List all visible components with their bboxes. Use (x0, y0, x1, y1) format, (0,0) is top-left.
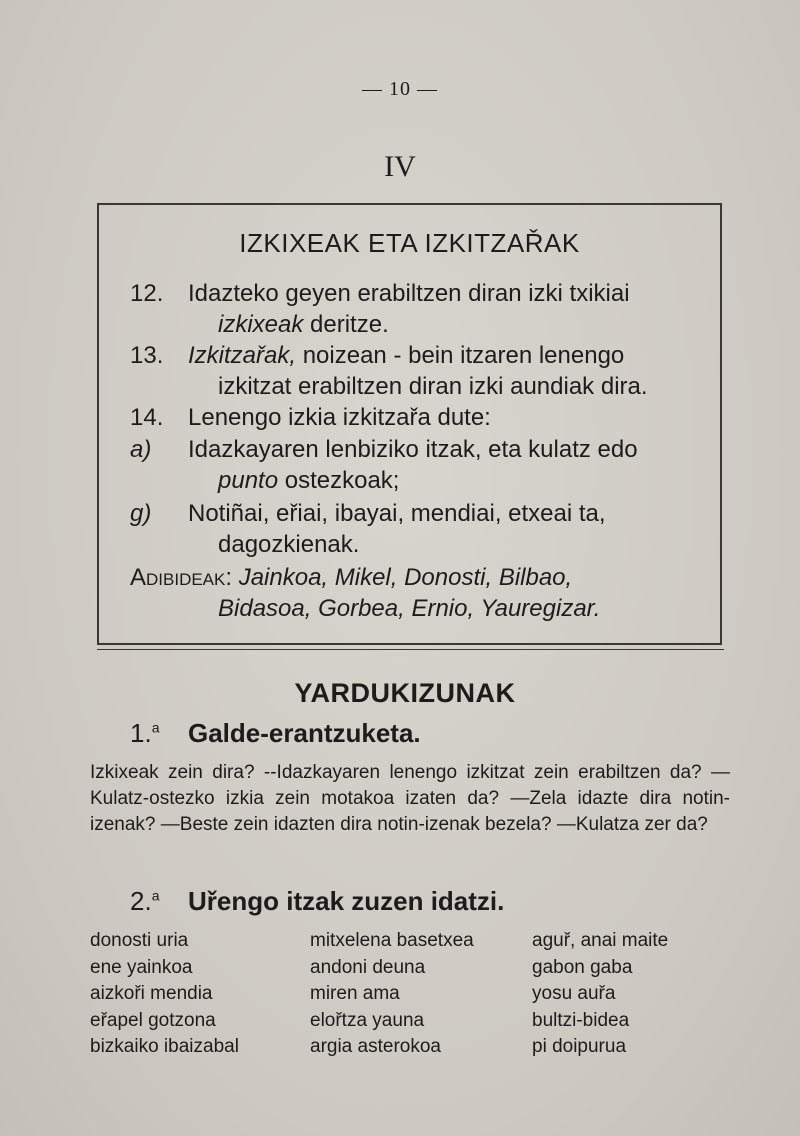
chapter-number: IV (384, 150, 416, 183)
rule-text: Idazkayaren lenbiziko itzak, eta kulatz edo punto ostezkoak; (188, 436, 638, 494)
word-item: gabon gaba (532, 956, 633, 978)
exercises-title: YARDUKIZUNAK (294, 678, 516, 708)
rules-box-title: IZKIXEAK ETA IZKITZAŘAK (239, 228, 580, 258)
rule-number: 14. (130, 404, 164, 431)
rule-number: 13. (130, 342, 164, 369)
word-item: bizkaiko ibaizabal (90, 1036, 239, 1057)
page-number: — 10 — (362, 78, 438, 100)
exercise-2-heading: 2.$^a$ Uřengo itzak zuzen idatzi. (130, 886, 505, 916)
word-item: pi doipurua (532, 1036, 627, 1057)
word-item: andoni deuna (310, 956, 426, 978)
rule-letter: g) (130, 500, 152, 527)
examples (130, 562, 710, 624)
word-column-2 (310, 928, 474, 1061)
word-item: donosti uria (90, 930, 189, 951)
word-item: argia asterokoa (310, 1036, 441, 1057)
word-item: bultzi-bidea (532, 1009, 630, 1031)
examples-line-1: Jainkoa, Mikel, Donosti, Bilbao, (238, 564, 573, 591)
rule-text: Lenengo izkia izkitzařa dute: (188, 404, 491, 431)
word-item: elořtza yauna (310, 1009, 425, 1031)
rule-letter: a) (130, 436, 152, 463)
exercise-1-heading: 1.$^a$ Galde-erantzuketa. (130, 718, 421, 748)
word-item: eřapel gotzona (90, 1009, 216, 1031)
rule-text: Notiñai, eřiai, ibayai, mendiai, etxeai ta, dagozkienak. (188, 500, 606, 558)
rules-box-shadow-line (97, 649, 724, 650)
examples-label: Adibideak: (130, 564, 233, 591)
word-column-1 (90, 928, 239, 1061)
word-item: yosu auřa (532, 983, 616, 1004)
examples-line-2: Bidasoa, Gorbea, Ernio, Yauregizar. (218, 595, 601, 622)
rule-number: 12. (130, 280, 164, 307)
word-column-3 (532, 928, 668, 1061)
rule-text: Idazteko geyen erabiltzen diran izki txikiai izkixeak deritze. (188, 280, 630, 338)
word-item: ene yainkoa (90, 956, 193, 978)
word-item: mitxelena basetxea (310, 930, 474, 951)
word-item: aguř, anai maite (532, 930, 669, 951)
word-item: aizkoři mendia (90, 983, 213, 1004)
word-item: miren ama (310, 983, 400, 1004)
rule-text: Izkitzařak, noizean - bein itzaren lenengo izkitzat erabiltzen diran izki aundiak dira. (188, 342, 648, 400)
exercise-1-questions: Izkixeak zein dira? --Idazkayaren lenengo izkitzat zein erabiltzen da? —Kulatz-ostezko izkia zein motakoa izaten da? —Zela idazte dira notin-izenak? —Beste zein idazten dira notin-izenak bezela? —Kulatza zer da? (90, 762, 730, 835)
